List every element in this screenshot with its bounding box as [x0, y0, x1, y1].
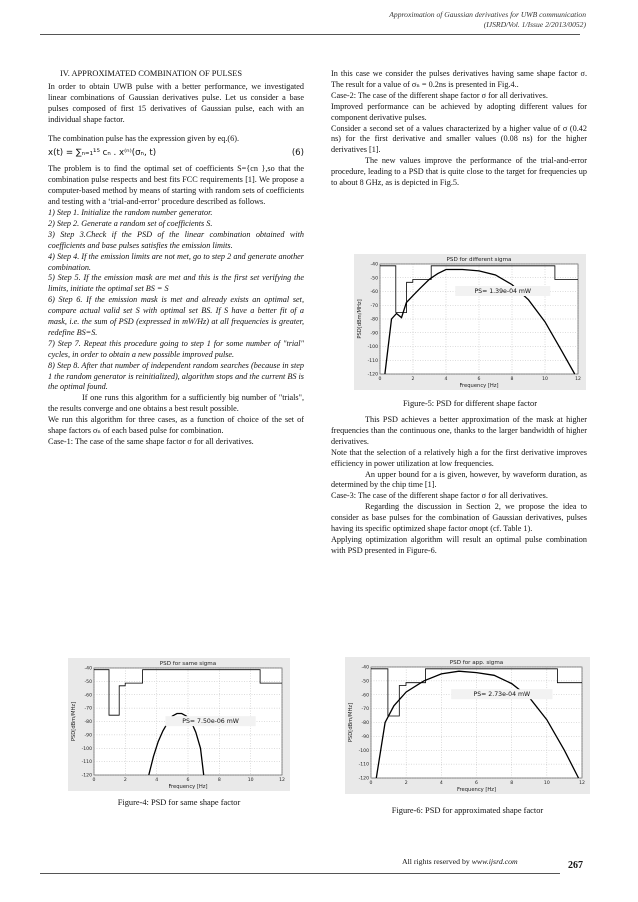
power-annotation: PS= 1.39e-04 mW	[474, 288, 532, 295]
power-annotation: PS= 2.73e-04 mW	[473, 691, 531, 699]
y-tick-label: -100	[81, 746, 92, 752]
psd-chart-different-sigma	[354, 254, 586, 390]
y-tick-label: -50	[361, 679, 369, 685]
footer-rights	[402, 857, 518, 866]
running-header	[389, 10, 586, 30]
x-tick-label: 6	[475, 781, 478, 786]
y-tick-label: -70	[361, 707, 369, 713]
equation-body: x(t) = ∑ₙ₌₁¹⁵ cₙ . x⁽ⁿ⁾(σₙ, t)	[48, 148, 157, 159]
power-annotation: PS= 7.50e-06 mW	[182, 718, 239, 726]
right-column	[331, 69, 587, 189]
paragraph: We run this algorithm for three cases, as a function of choice of the set of shape factors σₙ of each based pulse for combination.	[48, 415, 304, 436]
x-tick-label: 0	[92, 778, 96, 783]
y-tick-label: -40	[370, 262, 378, 268]
page-number: 267	[568, 860, 583, 871]
psd-chart-same-sigma	[68, 658, 290, 791]
y-tick-label: -40	[361, 665, 369, 671]
paragraph: If one runs this algorithm for a sufficiently big number of "trials", the results converge and one obtains a best result possible.	[48, 393, 304, 414]
x-tick-label: 0	[369, 781, 373, 786]
footer-text: All rights reserved by	[402, 857, 472, 866]
y-tick-label: -120	[358, 776, 369, 782]
x-axis-label: Frequency [Hz]	[168, 784, 208, 790]
y-tick-label: -40	[84, 666, 92, 672]
psd-chart-app-sigma	[345, 657, 590, 794]
figure-6	[345, 657, 590, 794]
paragraph: The new values improve the performance of the trial-and-error procedure, leading to a PSD that is quite close to the target for frequencies up to about 8 GHz, as is depicted in Fig.5.	[331, 156, 587, 188]
y-tick-label: -60	[370, 290, 378, 296]
x-tick-label: 6	[186, 778, 190, 783]
chart-title: PSD for different sigma	[446, 257, 512, 263]
x-tick-label: 4	[444, 377, 448, 382]
figure-5-caption: Figure-5: PSD for different shape factor	[402, 399, 538, 408]
y-tick-label: -110	[358, 762, 369, 768]
x-tick-label: 12	[579, 781, 585, 786]
paragraph: This PSD achieves a better approximation of the mask at higher frequencies than the continuous one, thanks to the larger bandwidth of higher derivatives.	[331, 415, 587, 446]
paragraph: In order to obtain UWB pulse with a better performance, we investigated linear combinations of Gaussian derivatives pulse. Let us consider a base pulses composed of first 15 derivatives of Gaussian pulse, each with an individual shape factor.	[48, 81, 304, 124]
y-axis-label: PSD[dBm/MHz]	[71, 701, 77, 742]
equation-6	[48, 148, 304, 159]
x-tick-label: 8	[510, 377, 514, 382]
figure-4	[68, 658, 290, 791]
y-tick-label: -110	[81, 760, 92, 766]
x-axis-label: Frequency [Hz]	[459, 383, 499, 389]
step-3: 3) Step 3.Check if the PSD of the linear combination obtained with coefficients and base pulses satisfies the emission limits.	[48, 229, 304, 250]
left-column	[48, 69, 304, 448]
x-tick-label: 2	[123, 778, 127, 783]
paragraph: The combination pulse has the expression given by eq.(6).	[48, 133, 239, 143]
y-tick-label: -120	[367, 372, 378, 378]
footer-link[interactable]: www.ijsrd.com	[471, 857, 518, 866]
y-tick-label: -60	[84, 693, 92, 699]
y-tick-label: -50	[370, 276, 378, 282]
footer-rule	[40, 873, 560, 874]
figure-6-caption: Figure-6: PSD for approximated shape factor	[391, 806, 544, 815]
x-tick-label: 6	[477, 377, 481, 382]
x-tick-label: 12	[279, 778, 285, 783]
header-title: Approximation of Gaussian derivatives for UWB communication	[389, 10, 586, 19]
paragraph: Applying optimization algorithm will result an optimal pulse combination with PSD presented in Figure-6.	[331, 534, 587, 555]
x-tick-label: 10	[247, 778, 254, 783]
header-volume: (IJSRD/Vol. 1/Issue 2/2013/0052)	[483, 20, 586, 29]
step-4: 4) Step 4. If the emission limits are not met, go to step 2 and generate another combination.	[48, 251, 304, 272]
paragraph: The problem is to find the optimal set of coefficients S={cn },so that the combination pulse respects and best fits FCC requirements [1]. We propose a computer-based method by means of starting with random sets of coefficients and testing with a ‘trial-and-error’ procedure described as follows.	[48, 164, 304, 207]
y-tick-label: -50	[84, 679, 92, 685]
paragraph: Improved performance can be achieved by adopting different values for component derivative pulses.	[331, 101, 587, 122]
x-tick-label: 0	[378, 377, 382, 382]
step-5: 5) Step 5. If the emission mask are met and this is the first set verifying the limits, initiate the optimal set BS = S	[48, 273, 304, 294]
y-tick-label: -90	[361, 734, 369, 740]
step-1: 1) Step 1. Initialize the random number generator.	[48, 207, 213, 217]
y-axis-label: PSD[dBm/MHz]	[348, 702, 354, 743]
y-tick-label: -100	[358, 748, 369, 754]
figure-5	[354, 254, 586, 390]
y-tick-label: -70	[84, 706, 92, 712]
y-tick-label: -90	[370, 331, 378, 337]
chart-title: PSD for app. sigma	[449, 660, 504, 666]
step-8: 8) Step 8. After that number of independent random searches (because in step 1 the random generator is reinitialized), algorithm stops and the current BS is the optimal found.	[48, 360, 304, 392]
paragraph: Note that the selection of a relatively high a for the first derivative improves efficiency in power utilization at low frequencies.	[331, 447, 587, 468]
section-title: IV. APPROXIMATED COMBINATION OF PULSES	[60, 69, 243, 78]
y-tick-label: -100	[367, 345, 378, 351]
step-7: 7) Step 7. Repeat this procedure going to step 1 for some number of "trial" cycles, in order to obtain a new possible improved pulse.	[48, 338, 304, 359]
chart-title: PSD for same sigma	[159, 661, 217, 667]
x-tick-label: 4	[439, 781, 443, 786]
y-tick-label: -80	[84, 720, 92, 726]
y-tick-label: -60	[361, 693, 369, 699]
equation-number: (6)	[291, 148, 304, 159]
header-rule	[40, 34, 580, 35]
x-tick-label: 8	[510, 781, 514, 786]
paragraph: Case-1: The case of the same shape factor σ for all derivatives.	[48, 437, 254, 446]
paragraph: Case-2: The case of the different shape factor σ for all derivatives.	[331, 90, 548, 100]
figure-4-caption: Figure-4: PSD for same shape factor	[117, 798, 241, 807]
y-tick-label: -110	[367, 358, 378, 364]
paragraph: Regarding the discussion in Section 2, we propose the idea to consider as base pulses for the combination of Gaussian derivatives, pulses having its specific optimized shape factor σnopt (cf. Table 1).	[331, 502, 587, 534]
x-tick-label: 10	[542, 377, 548, 382]
step-6: 6) Step 6. If the emission mask is met and already exists an optimal set, compare actual valid set S with optimal set BS. If S have a better fit of a mask, i.e. the sum of PSD (expressed in mW/Hz) at all frequencies is greater, redefine BS=S.	[48, 295, 304, 337]
y-tick-label: -120	[81, 773, 92, 779]
y-tick-label: -80	[370, 317, 378, 323]
x-tick-label: 4	[155, 778, 159, 783]
x-tick-label: 10	[543, 781, 550, 786]
y-tick-label: -70	[370, 303, 378, 309]
step-2: 2) Step 2. Generate a random set of coefficients S.	[48, 218, 213, 228]
x-tick-label: 2	[404, 781, 408, 786]
x-tick-label: 12	[575, 377, 581, 382]
paragraph: Consider a second set of a values characterized by a higher value of σ (0.42 ns) for the first derivative and smaller values (0.08 ns) for the higher derivatives [1].	[331, 123, 587, 155]
y-tick-label: -80	[361, 721, 369, 727]
x-axis-label: Frequency [Hz]	[456, 787, 497, 793]
paragraph: Case-3: The case of the different shape factor σ for all derivatives.	[331, 491, 548, 501]
paragraph: In this case we consider the pulses derivatives having same shape factor σ. The result for a value of σₙ = 0.2ns is presented in Fig.4..	[331, 69, 587, 89]
x-tick-label: 2	[411, 377, 415, 382]
x-tick-label: 8	[217, 778, 221, 783]
right-column-middle	[331, 415, 587, 557]
y-axis-label: PSD[dBm/MHz]	[357, 299, 363, 339]
y-tick-label: -90	[84, 733, 92, 739]
paragraph: An upper bound for a is given, however, by waveform duration, as determined by the chip time [1].	[331, 469, 587, 490]
